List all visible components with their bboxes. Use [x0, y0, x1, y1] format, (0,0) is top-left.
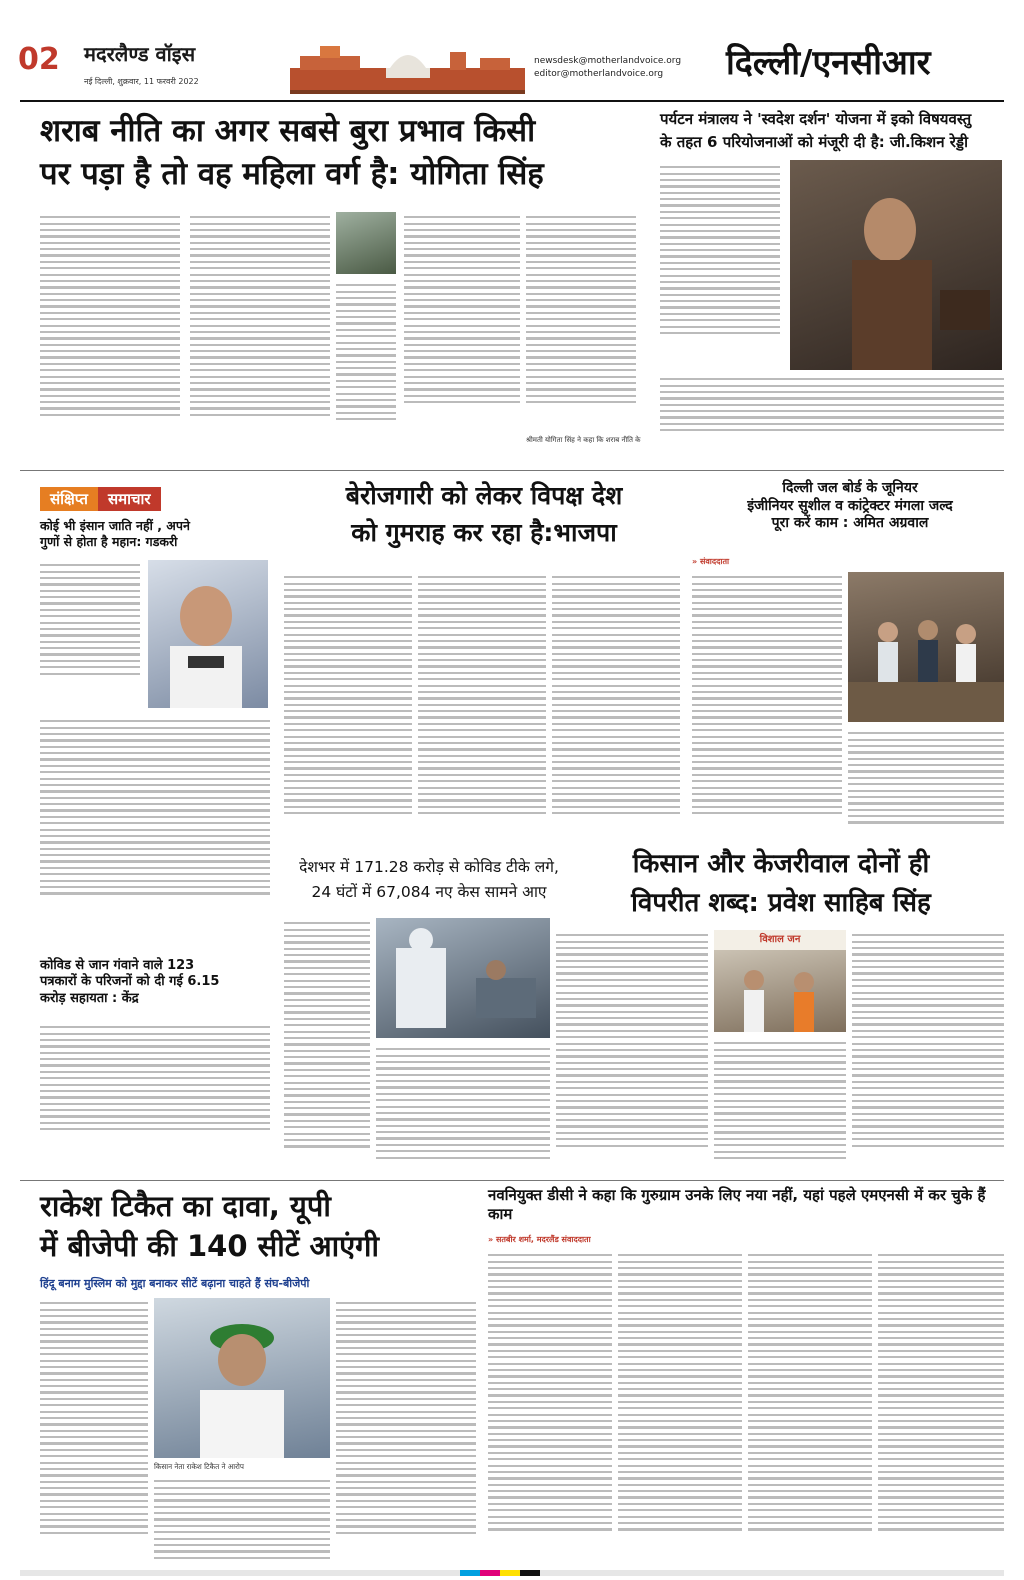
story1-column-1 [40, 212, 180, 442]
story4-column-1 [692, 572, 842, 840]
story6-column-2 [714, 1038, 846, 1174]
protest-photo [336, 212, 396, 274]
news-email: newsdesk@motherlandvoice.org [534, 56, 682, 66]
story7-caption: किसान नेता राकेश टिकैत ने आरोप [154, 1462, 244, 1471]
story6-headline [556, 848, 1006, 919]
story5-headline-line1: देशभर में 171.28 करोड़ से कोविड टीके लगे, [299, 858, 559, 876]
red-fort-skyline-image [290, 38, 525, 94]
brief-headline2-line3: करोड़ सहायता : केंद्र [40, 990, 139, 1006]
story2-headline [660, 110, 1010, 152]
story1-headline-line1: शराब नीति का अगर सबसे बुरा प्रभाव किसी [40, 113, 536, 149]
story5-column-1 [284, 918, 370, 1176]
story4-headline-line2: इंजीनियर सुशील व कांट्रेक्टर मंगला जल्द [747, 497, 953, 514]
story4-column-2 [848, 728, 1004, 838]
brief-headline-2 [40, 958, 270, 1007]
story1-headline-line2: पर पड़ा है तो वह महिला वर्ग है: योगिता सिंह [40, 155, 544, 192]
story5-headline-line2: 24 घंटों में 67,084 नए केस सामने आए [311, 883, 547, 902]
page-number: 02 [18, 42, 60, 77]
story4-headline-line1: दिल्ली जल बोर्ड के जूनियर [782, 480, 918, 496]
story2-headline-line1: पर्यटन मंत्रालय ने 'स्वदेश दर्शन' योजना में इको विषयवस्तु [660, 110, 972, 128]
byline-arrow-icon: » [488, 1235, 496, 1244]
story2-column-1 [660, 162, 780, 362]
story7-column-3 [336, 1298, 476, 1566]
story8-column-4 [878, 1250, 1004, 1568]
vaccination-photo [376, 918, 550, 1038]
story1-column-2 [190, 212, 330, 442]
story3-column-3 [552, 572, 680, 842]
story6-headline-line2: विपरीत शब्द: प्रवेश साहिब सिंह [631, 887, 931, 918]
story7-headline [40, 1188, 480, 1265]
story3-headline [284, 480, 684, 549]
story4-headline-line3: पूरा करें काम : अमित अग्रवाल [771, 515, 929, 531]
rally-photo [714, 930, 846, 1032]
story8-column-3 [748, 1250, 872, 1568]
brief-column-1 [40, 560, 140, 710]
section-title: दिल्ली/एनसीआर [726, 43, 931, 83]
story4-byline-text: संवाददाता [699, 557, 730, 566]
story8-column-2 [618, 1250, 742, 1568]
story1-column-4 [404, 212, 520, 434]
brief-tag-right: समाचार [98, 487, 161, 511]
gadkari-photo [148, 560, 268, 708]
story7-headline-line2: में बीजेपी की 140 सीटें आएंगी [40, 1229, 379, 1264]
story1-caption: श्रीमती योगिता सिंह ने कहा कि शराब नीति के [526, 436, 641, 444]
story2-column-2 [660, 374, 1004, 444]
story3-headline-line2: को गुमराह कर रहा है:भाजपा [351, 518, 617, 548]
story1-headline [40, 112, 640, 194]
story7-column-1 [40, 1298, 148, 1566]
story6-column-1 [556, 930, 708, 1174]
story2-headline-line2: के तहत 6 परियोजनाओं को मंजूरी दी है: जी.किशन रेड्डी [660, 132, 968, 151]
brief-tag-left: संक्षिप्त [40, 487, 98, 511]
story4-byline [692, 556, 729, 567]
story3-column-2 [418, 572, 546, 842]
brief-headline2-line2: पत्रकारों के परिजनों को दी गई 6.15 [40, 974, 220, 990]
byline-arrow-icon: » [692, 557, 700, 566]
story7-column-2 [154, 1476, 330, 1568]
brief-column-2 [40, 716, 270, 952]
story5-column-2 [376, 1044, 550, 1176]
story8-column-1 [488, 1250, 612, 1568]
story7-headline-line1: राकेश टिकैत का दावा, यूपी [40, 1189, 331, 1223]
story3-headline-line1: बेरोजगारी को लेकर विपक्ष देश [345, 481, 623, 510]
brief-headline [40, 518, 260, 549]
story8-byline [488, 1234, 591, 1245]
rally-banner: विशाल जन [714, 930, 846, 950]
contact-emails [534, 55, 681, 81]
story8-headline: नवनियुक्त डीसी ने कहा कि गुरुग्राम उनके लिए नया नहीं, यहां पहले एमएनसी में कर चुके हैं काम [488, 1186, 986, 1223]
print-registration-bar [20, 1570, 1004, 1576]
section-divider-1 [20, 470, 1004, 471]
story8-byline-text: सतबीर शर्मा, मदरलैंड संवाददाता [495, 1235, 591, 1244]
brief-tag [40, 487, 161, 511]
jal-board-inspection-photo [848, 572, 1004, 722]
minister-photo [790, 160, 1002, 370]
story6-column-3 [852, 930, 1004, 1174]
brief-headline-line2: गुणों से होता है महान: गडकरी [40, 533, 178, 549]
editor-email: editor@motherlandvoice.org [534, 69, 664, 79]
dateline: नई दिल्ली, शुक्रवार, 11 फरवरी 2022 [84, 77, 199, 86]
section-divider-2 [20, 1180, 1004, 1181]
brief-headline2-line1: कोविड से जान गंवाने वाले 123 [40, 958, 195, 973]
story1-column-3 [336, 280, 396, 440]
newspaper-name: मदरलैण्ड वॉइस [84, 42, 196, 66]
story1-column-5 [526, 212, 636, 434]
story6-headline-line1: किसान और केजरीवाल दोनों ही [632, 849, 930, 879]
story5-headline [284, 858, 574, 903]
brief-headline-line1: कोई भी इंसान जाति नहीं , अपने [40, 518, 190, 533]
brief-column-3 [40, 1022, 270, 1170]
story4-headline [690, 480, 1010, 533]
story3-column-1 [284, 572, 412, 842]
story7-subhead: हिंदू बनाम मुस्लिम को मुद्दा बनाकर सीटें बढ़ाना चाहते हैं संघ-बीजेपी [40, 1277, 310, 1290]
tikait-photo [154, 1298, 330, 1458]
masthead-rule [20, 100, 1004, 102]
